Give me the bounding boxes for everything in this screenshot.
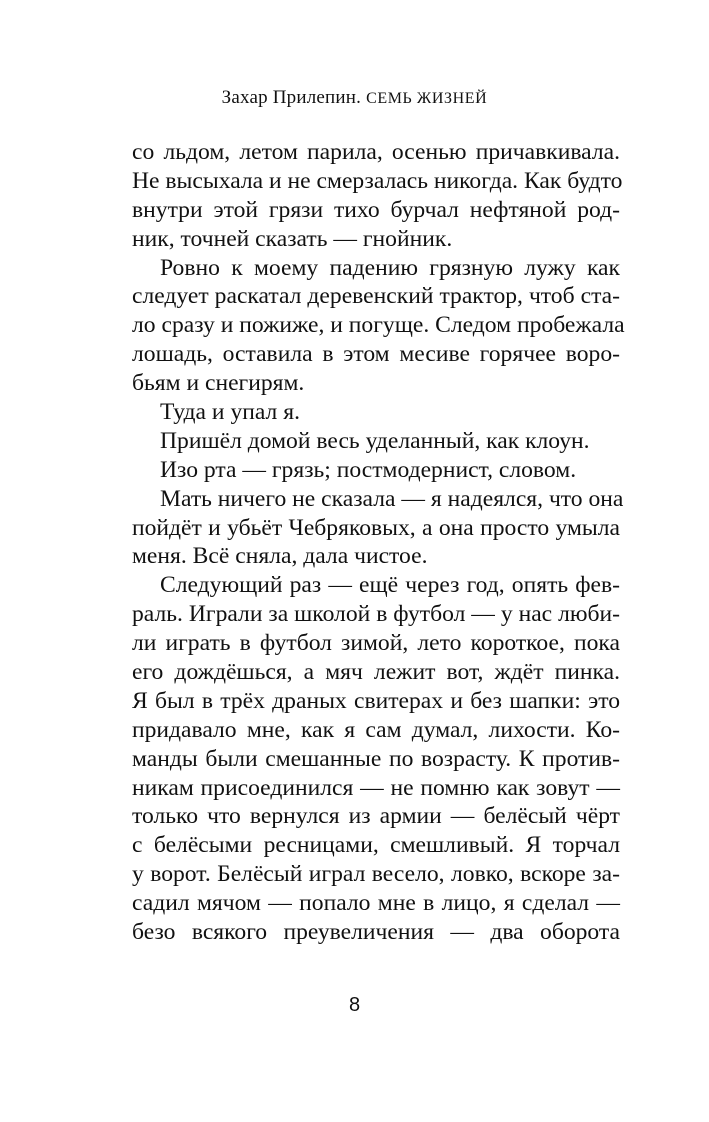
text-line: Пришёл домой весь уделанный, как клоун.: [160, 427, 590, 454]
text-line: Мать ничего не сказала — я надеялся, что она: [160, 485, 624, 512]
text-line: Я был в трёх драных свитерах и без шапки: это: [132, 687, 620, 714]
text-line: со льдом, летом парила, осенью причавкивала.: [132, 139, 620, 165]
text-line: безо всякого преувеличения — два оборота: [132, 919, 620, 946]
header-title: СЕМЬ ЖИЗНЕЙ: [366, 90, 488, 107]
text-line: Следующий раз — ещё через год, опять фев-: [160, 572, 620, 599]
text-line: придавало мне, как я сам думал, лихости. Ко-: [132, 716, 620, 743]
page-number: 8: [348, 994, 361, 1016]
text-line: манды были смешанные по возрасту. К против-: [132, 745, 620, 772]
text-line: внутри этой грязи тихо бурчал нефтяной род-: [132, 196, 620, 223]
text-line: меня. Всё сняла, дала чистое.: [132, 543, 428, 570]
text-line: Не высыхала и не смерзалась никогда. Как будто: [132, 167, 623, 194]
text-line: его дождёшься, а мяч лежит вот, ждёт пинка.: [132, 659, 620, 686]
body-text: [132, 138, 625, 947]
text-line: Ровно к моему падению грязную лужу как: [160, 254, 620, 281]
text-line: Изо рта — грязь; постмодернист, словом.: [160, 456, 577, 483]
text-line: садил мячом — попало мне в лицо, я сделал —: [132, 890, 620, 917]
text-line: ник, точней сказать — гнойник.: [132, 225, 453, 252]
text-line: ли играть в футбол зимой, лето короткое, пока: [132, 630, 620, 657]
text-line: бьям и снегирям.: [132, 370, 305, 397]
text-line: раль. Играли за школой в футбол — у нас люби-: [132, 601, 620, 628]
text-line: пойдёт и убьёт Чебряковых, а она просто умыла: [132, 514, 620, 541]
header-author: Захар Прилепин.: [221, 87, 362, 108]
text-line: никам присоединился — не помню как зовут —: [132, 774, 620, 801]
text-line: у ворот. Белёсый играл весело, ловко, вскоре за-: [132, 861, 620, 888]
text-line: следует раскатал деревенский трактор, чтоб ста-: [132, 283, 620, 310]
text-line: с белёсыми ресницами, смешливый. Я торчал: [132, 832, 620, 859]
running-header: [0, 86, 709, 111]
text-line: ло сразу и пожиже, и погуще. Следом пробежала: [132, 312, 625, 339]
text-line: Туда и упал я.: [160, 399, 300, 426]
text-line: лошадь, оставила в этом месиве горячее воро-: [132, 341, 620, 368]
text-line: только что вернулся из армии — белёсый чёрт: [132, 803, 620, 830]
